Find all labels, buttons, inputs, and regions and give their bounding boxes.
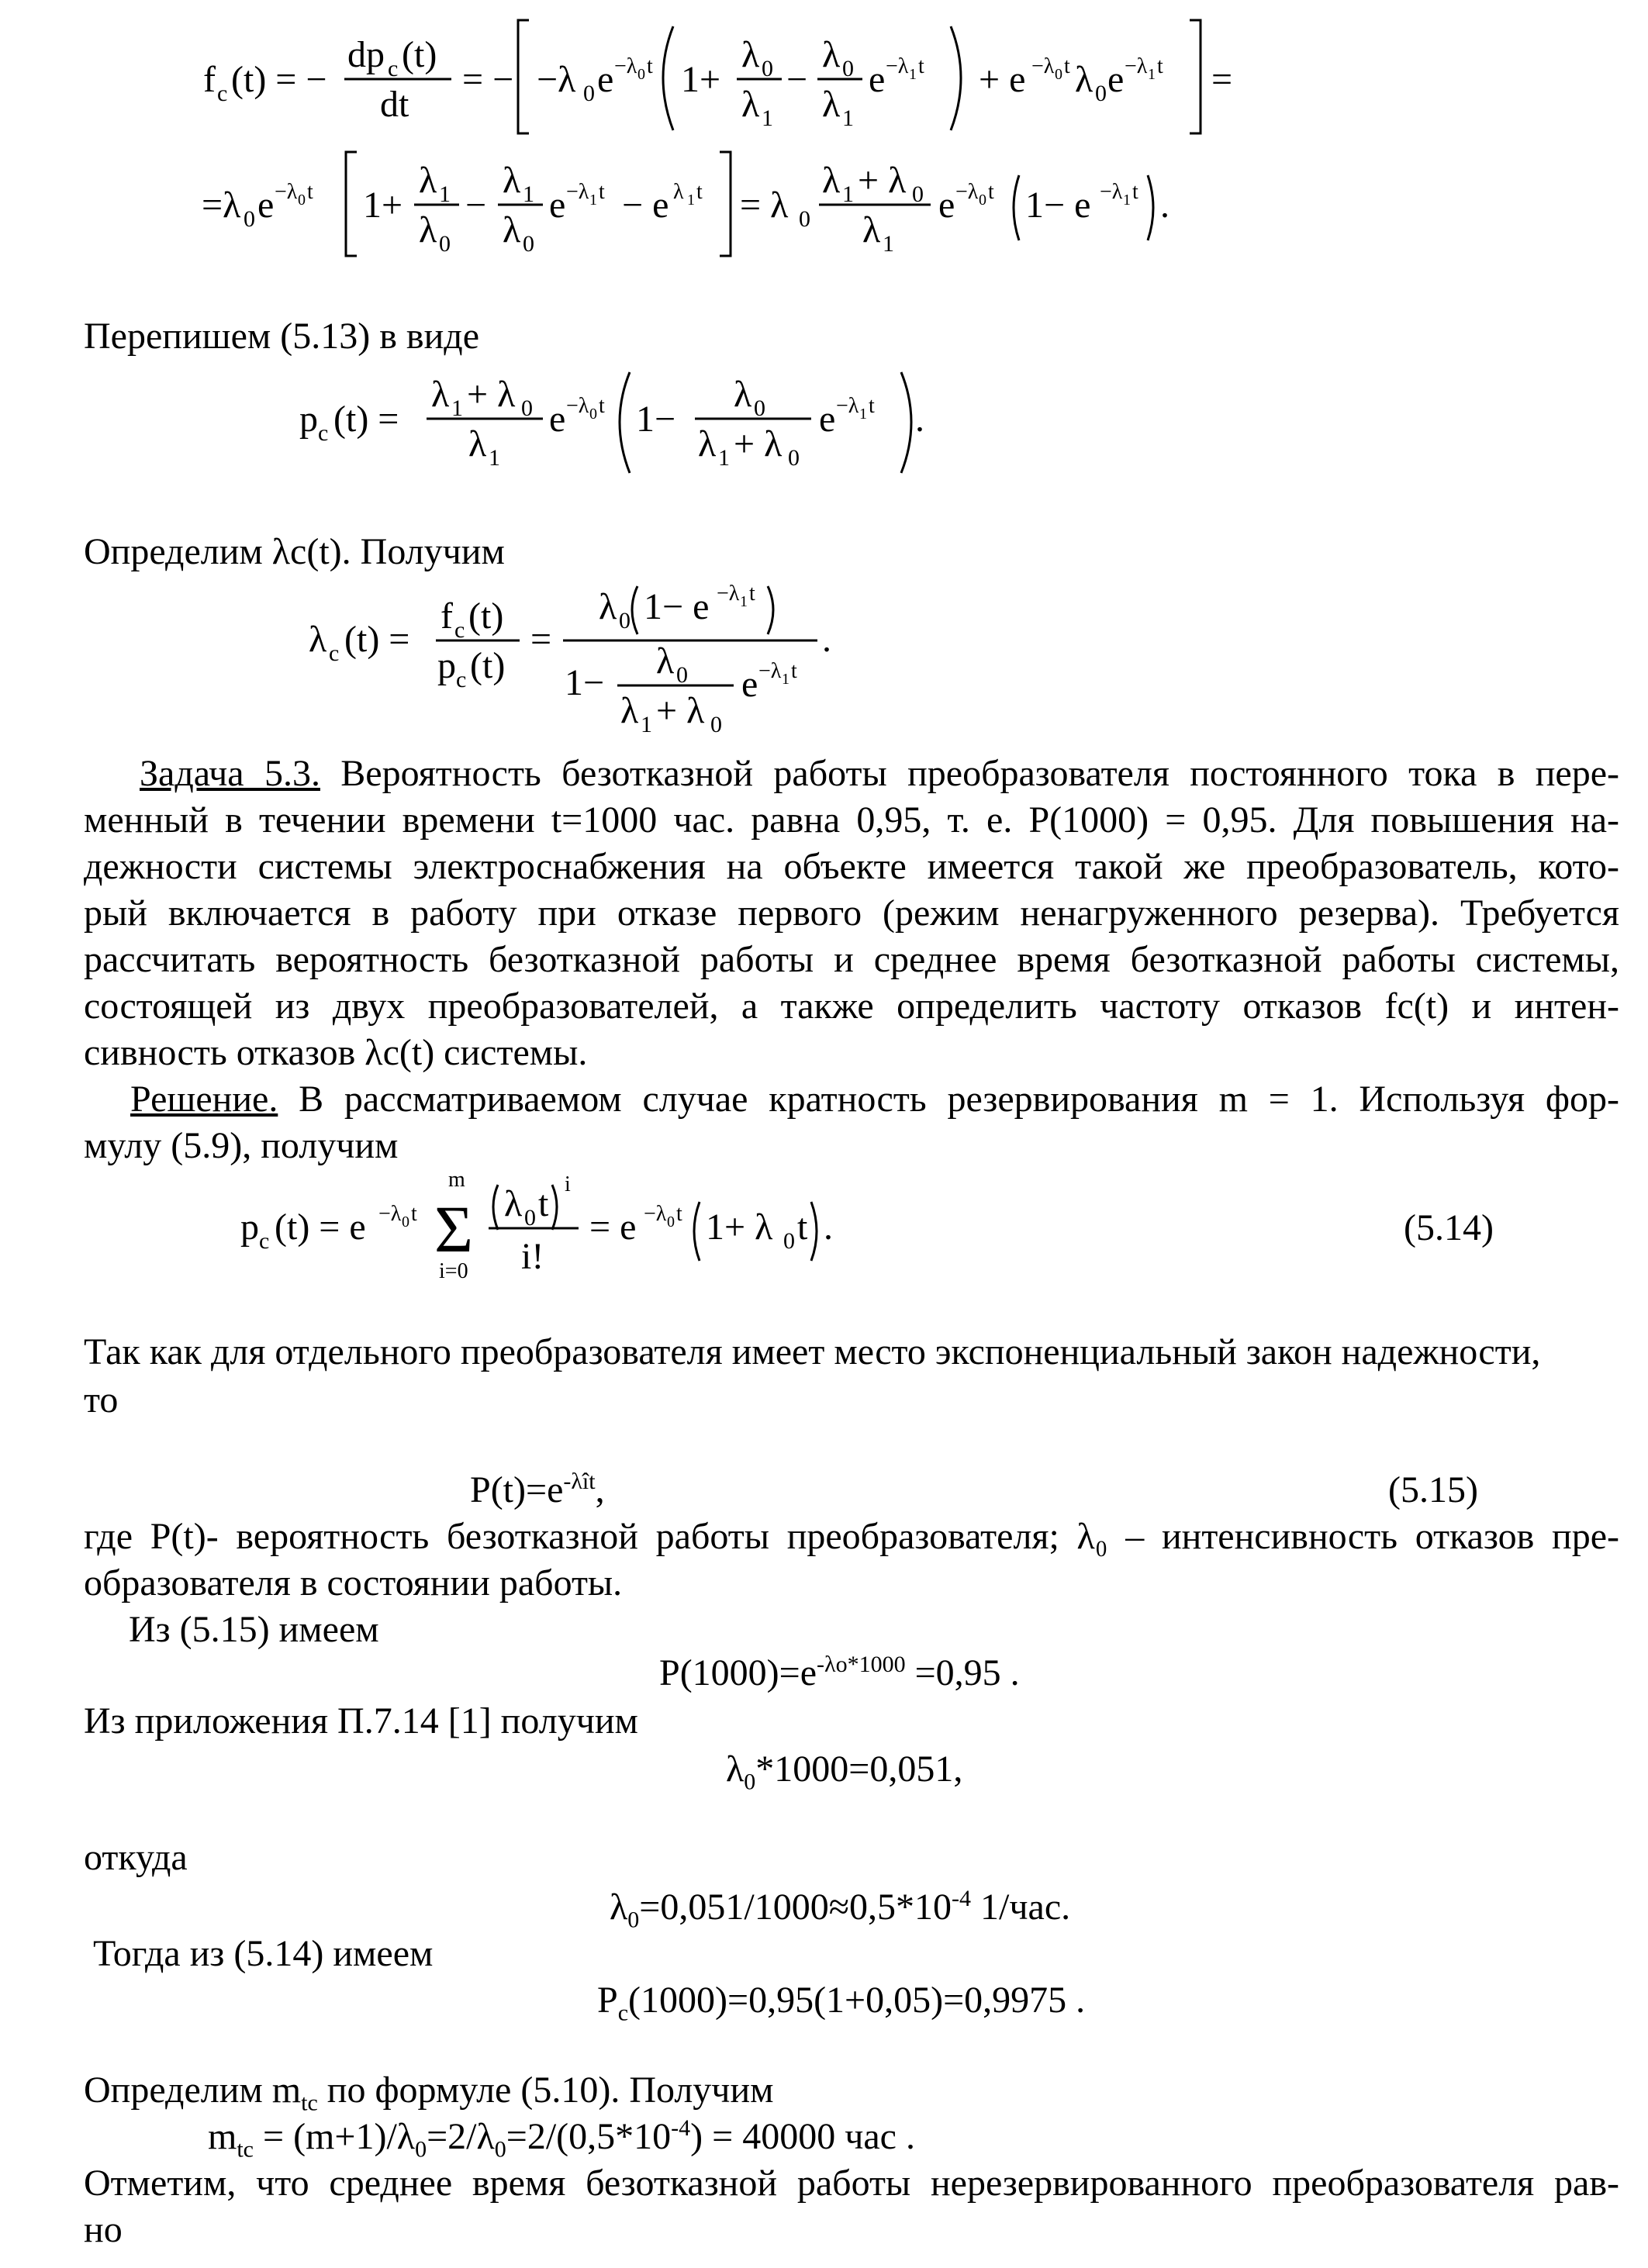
svg-text:1−: 1−: [565, 662, 605, 703]
svg-text:c: c: [388, 56, 399, 81]
task-line-3: дежности системы электроснабжения на объекте имеется такой же преобразователь, кото-: [84, 846, 1619, 887]
svg-text:0: 0: [979, 192, 986, 209]
whence-label: откуда: [84, 1837, 188, 1878]
formula-5-14: [0, 1163, 1648, 1295]
svg-text:(t) =: (t) =: [333, 399, 399, 440]
svg-text:t: t: [1157, 54, 1163, 78]
svg-text:1: 1: [523, 181, 534, 207]
svg-text:+ λ: + λ: [467, 374, 516, 415]
svg-text:1: 1: [782, 671, 789, 688]
svg-text:(t) = −: (t) = −: [231, 59, 327, 100]
svg-text:1: 1: [451, 395, 463, 421]
svg-text:(t): (t): [470, 645, 506, 686]
svg-text:c: c: [318, 420, 329, 446]
svg-text:−λ: −λ: [955, 180, 979, 204]
svg-text:λ: λ: [698, 423, 717, 464]
svg-text:e: e: [938, 185, 955, 226]
svg-text:0: 0: [439, 231, 451, 257]
svg-text:λ: λ: [503, 209, 521, 250]
svg-text:0: 0: [244, 206, 255, 232]
svg-text:t: t: [869, 394, 875, 418]
svg-text:−λ: −λ: [644, 1202, 667, 1226]
define-lambda-label: Определим λc(t). Получим: [84, 531, 505, 572]
svg-text:0: 0: [637, 66, 645, 83]
svg-text:e: e: [869, 59, 886, 100]
svg-text:−: −: [786, 59, 808, 100]
svg-text:0: 0: [762, 56, 773, 81]
task-line-2: менный в течении времени t=1000 час. равна 0,95, т. е. P(1000) = 0,95. Для повышения на-: [84, 799, 1619, 841]
svg-text:e: e: [597, 59, 614, 100]
svg-text:λ: λ: [309, 619, 327, 660]
svg-text:e: e: [819, 399, 836, 440]
svg-text:t: t: [749, 582, 755, 606]
formula-p1000: $P(1000)=e^{-\lambda o*1000} =0,95$ .: [659, 1652, 1020, 1693]
task-line-4: рый включается в работу при отказе первого (режим ненагруженного резерва). Требуется: [84, 892, 1619, 934]
svg-text:1+ λ: 1+ λ: [706, 1206, 773, 1248]
svg-text:0: 0: [589, 406, 597, 423]
svg-text:1: 1: [687, 192, 695, 209]
svg-text:i!: i!: [521, 1236, 544, 1277]
svg-text:t: t: [1064, 54, 1070, 78]
svg-text:0: 0: [1095, 81, 1107, 106]
solution-title: Решение.: [130, 1079, 278, 1120]
svg-text:t: t: [599, 394, 605, 418]
svg-text:1: 1: [883, 231, 894, 257]
svg-text:0: 0: [402, 1213, 409, 1231]
formula-failure-frequency: [0, 0, 1648, 279]
svg-text:0: 0: [842, 56, 854, 81]
svg-text:c: c: [217, 81, 228, 106]
svg-text:λ: λ: [734, 374, 752, 415]
svg-text:Σ: Σ: [434, 1192, 474, 1266]
svg-text:(t): (t): [468, 595, 504, 637]
svg-text:λ: λ: [1075, 59, 1093, 100]
note-line-2: но: [84, 2209, 123, 2250]
svg-text:f: f: [203, 59, 216, 100]
svg-text:1: 1: [842, 105, 854, 131]
formula-5-15: $P(t)=e^{-\lambda ît}$,: [470, 1469, 605, 1510]
svg-text:t: t: [1132, 180, 1138, 204]
svg-text:1: 1: [589, 192, 597, 209]
svg-text:1− e: 1− e: [644, 586, 710, 627]
svg-text:.: .: [822, 619, 831, 660]
svg-text:1− e: 1− e: [1025, 185, 1091, 226]
svg-text:+ λ: + λ: [858, 160, 907, 201]
svg-text:m: m: [448, 1168, 465, 1192]
svg-text:0: 0: [521, 395, 533, 421]
svg-text:0: 0: [619, 608, 631, 633]
svg-text:−λ: −λ: [758, 659, 782, 683]
svg-text:λ: λ: [822, 84, 841, 125]
svg-text:λ: λ: [862, 209, 881, 250]
svg-text:=: =: [1211, 59, 1233, 100]
note-line-1: Отметим, что среднее время безотказной работы нерезервированного преобразователя рав-: [84, 2163, 1619, 2204]
svg-text:−λ: −λ: [614, 54, 637, 78]
svg-text:dp: dp: [347, 34, 385, 75]
svg-text:λ: λ: [419, 209, 437, 250]
svg-text:t: t: [599, 180, 605, 204]
formula-lambda-1000: $\lambda_0*1000=0,051$,: [726, 1748, 963, 1795]
svg-text:i=0: i=0: [439, 1259, 468, 1283]
task-line-5: рассчитать вероятность безотказной работы и среднее время безотказной работы системы,: [84, 939, 1619, 980]
exp-line-1: Так как для отдельного преобразователя имеет место экспоненциальный закон надежности,: [84, 1331, 1541, 1372]
task-title: Задача 5.3.: [140, 753, 320, 794]
svg-text:1: 1: [842, 181, 854, 207]
svg-text:t: t: [797, 1206, 808, 1248]
svg-text:.: .: [1160, 185, 1169, 226]
svg-text:−λ: −λ: [566, 180, 589, 204]
task-line-6: состоящей из двух преобразователей, а также определить частоту отказов fc(t) и интен-: [84, 986, 1620, 1027]
svg-text:λ: λ: [673, 180, 684, 204]
svg-text:−λ: −λ: [1031, 54, 1055, 78]
svg-text:t: t: [647, 54, 653, 78]
svg-text:0: 0: [783, 1228, 795, 1254]
svg-text:− e: − e: [622, 185, 669, 226]
svg-text:0: 0: [523, 231, 534, 257]
formula-lambda-value: $\lambda_0=0,051/1000\approx 0,5*10^{-4}$ 1/час.: [610, 1886, 1071, 1933]
svg-text:f: f: [441, 595, 453, 637]
define-m-label: Определим $m_{tc}$ по формуле (5.10). Получим: [84, 2070, 774, 2116]
formula-pc1000: $P_c(1000)=0,95(1+0,05)=0,9975$ .: [597, 1980, 1086, 2026]
svg-text:1: 1: [1148, 66, 1156, 83]
svg-text:λ: λ: [468, 423, 487, 464]
svg-text:=: =: [530, 619, 552, 660]
svg-text:.: .: [824, 1206, 833, 1248]
svg-text:1: 1: [740, 593, 748, 610]
svg-text:λ: λ: [419, 160, 437, 201]
from-5-15-label: Из (5.15) имеем: [129, 1609, 379, 1650]
svg-text:c: c: [456, 667, 467, 692]
svg-text:t: t: [988, 180, 994, 204]
svg-text:=λ: =λ: [202, 185, 241, 226]
svg-text:0: 0: [754, 395, 765, 421]
svg-text:−λ: −λ: [1125, 54, 1148, 78]
svg-text:λ: λ: [656, 640, 675, 682]
svg-text:1: 1: [439, 181, 451, 207]
svg-text:e: e: [549, 399, 566, 440]
svg-text:t: t: [791, 659, 797, 683]
svg-text:e: e: [549, 185, 566, 226]
svg-text:λ: λ: [620, 690, 639, 731]
svg-text:p: p: [437, 645, 456, 686]
svg-text:0: 0: [583, 81, 595, 106]
then-5-14-label: Тогда из (5.14) имеем: [93, 1933, 434, 1974]
svg-text:(t) = e: (t) = e: [275, 1206, 366, 1248]
svg-text:p: p: [299, 399, 318, 440]
svg-text:dt: dt: [380, 84, 409, 125]
svg-text:t: t: [538, 1183, 549, 1224]
svg-text:−: −: [465, 185, 487, 226]
svg-text:0: 0: [788, 445, 800, 471]
svg-text:t: t: [918, 54, 924, 78]
equation-number-5-15: (5.15): [1388, 1469, 1478, 1510]
svg-text:e: e: [1107, 59, 1125, 100]
svg-text:0: 0: [667, 1213, 675, 1231]
svg-text:1−: 1−: [636, 399, 676, 440]
svg-text:1: 1: [718, 445, 730, 471]
exp-line-2: то: [84, 1379, 119, 1421]
svg-text:1+: 1+: [363, 185, 403, 226]
svg-text:λ: λ: [599, 586, 617, 627]
svg-text:t: t: [676, 1202, 682, 1226]
svg-text:−λ: −λ: [836, 394, 859, 418]
svg-text:t: t: [307, 180, 313, 204]
svg-text:+ e: + e: [979, 59, 1026, 100]
svg-text:λ: λ: [431, 374, 450, 415]
svg-text:λ: λ: [741, 84, 760, 125]
where-line-1: где P(t)- вероятность безотказной работы преобразователя; λ₀ – интенсивность отказов пре-: [84, 1516, 1619, 1557]
formula-failure-intensity: [0, 574, 1648, 752]
equation-number-5-14: (5.14): [1404, 1207, 1494, 1248]
svg-text:e: e: [257, 185, 275, 226]
svg-text:λ: λ: [741, 34, 760, 75]
svg-text:1: 1: [762, 105, 773, 131]
formula-mtc: $m_{tc} = (m+1)/\lambda_0=2/\lambda_0=2/(0,5*10^{-4}) = 40000$ час .: [208, 2115, 915, 2163]
svg-text:c: c: [259, 1228, 270, 1254]
svg-text:0: 0: [799, 206, 810, 232]
svg-text:1+: 1+: [681, 59, 721, 100]
svg-text:+ λ: + λ: [734, 423, 783, 464]
svg-text:1: 1: [641, 712, 652, 737]
svg-text:1: 1: [909, 66, 917, 83]
formula-reliability: [0, 364, 1648, 481]
svg-text:−λ: −λ: [886, 54, 909, 78]
where-line-2: образователя в состоянии работы.: [84, 1562, 623, 1603]
svg-text:0: 0: [1055, 66, 1062, 83]
svg-text:.: .: [915, 399, 924, 440]
svg-text:= λ: = λ: [740, 185, 789, 226]
svg-text:= e: = e: [589, 1206, 637, 1248]
svg-text:λ: λ: [504, 1183, 523, 1224]
svg-text:+ λ: + λ: [656, 690, 705, 731]
svg-text:e: e: [741, 664, 758, 705]
svg-text:1: 1: [489, 445, 500, 471]
task-line-7: сивность отказов λc(t) системы.: [84, 1032, 588, 1073]
svg-text:−λ: −λ: [378, 1202, 402, 1226]
svg-text:1: 1: [1123, 192, 1131, 209]
appendix-label: Из приложения П.7.14 [1] получим: [84, 1700, 638, 1742]
svg-text:−λ: −λ: [1100, 180, 1123, 204]
svg-text:1: 1: [859, 406, 867, 423]
svg-text:i: i: [565, 1172, 571, 1196]
svg-text:(t): (t): [402, 34, 437, 75]
rewrite-label: Перепишем (5.13) в виде: [84, 316, 479, 357]
svg-text:c: c: [454, 617, 465, 643]
svg-text:c: c: [329, 640, 340, 666]
svg-text:λ: λ: [503, 160, 521, 201]
svg-text:−λ: −λ: [566, 394, 589, 418]
svg-text:−λ: −λ: [537, 59, 576, 100]
svg-text:−λ: −λ: [717, 582, 740, 606]
svg-text:0: 0: [298, 192, 306, 209]
solution-line-1: Решение. В рассматриваемом случае кратность резервирования m = 1. Используя фор-: [130, 1079, 1619, 1120]
solution-line-2: мулу (5.9), получим: [84, 1125, 399, 1166]
svg-text:0: 0: [524, 1205, 536, 1231]
svg-text:0: 0: [912, 181, 924, 207]
svg-text:t: t: [696, 180, 703, 204]
task-line-1: Задача 5.3. Вероятность безотказной работы преобразователя постоянного тока в пере-: [140, 753, 1620, 794]
svg-text:(t) =: (t) =: [344, 619, 410, 660]
svg-text:= −: = −: [462, 59, 514, 100]
svg-text:λ: λ: [822, 160, 841, 201]
svg-text:t: t: [411, 1202, 417, 1226]
svg-text:λ: λ: [822, 34, 841, 75]
svg-text:−λ: −λ: [275, 180, 298, 204]
svg-text:p: p: [240, 1206, 259, 1248]
svg-text:0: 0: [710, 712, 722, 737]
svg-text:0: 0: [676, 662, 688, 688]
